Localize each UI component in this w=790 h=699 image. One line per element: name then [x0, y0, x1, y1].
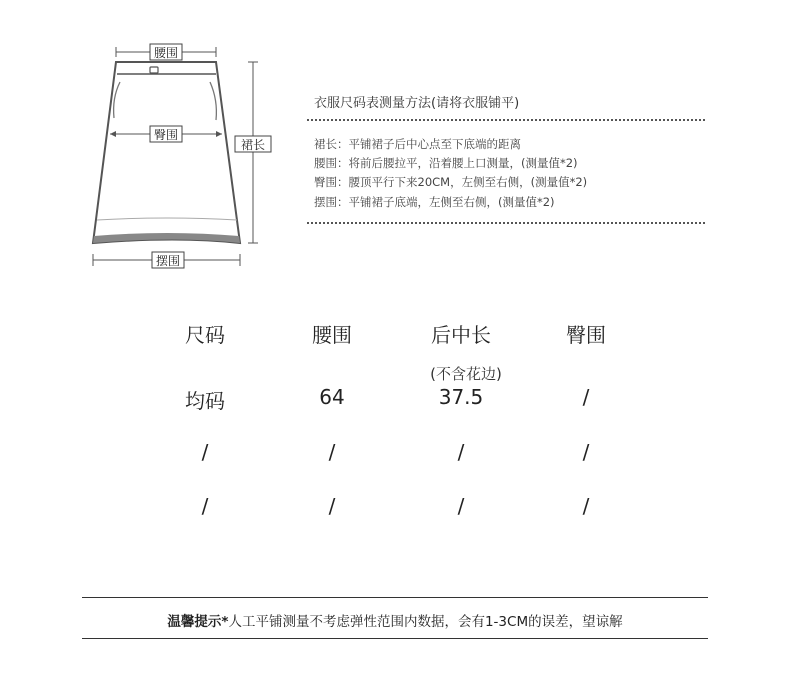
table-cell: / — [201, 440, 209, 464]
hip-label: 臀围 — [153, 128, 179, 142]
table-cell: / — [582, 440, 590, 464]
footer-rule-top — [82, 597, 708, 598]
guide-line-length — [314, 136, 521, 152]
footer-rule-bottom — [82, 638, 708, 639]
guide-line-hip — [314, 174, 587, 190]
guide-title: 衣服尺码表测量方法(请将衣服铺平) — [314, 96, 520, 111]
footer-tip — [82, 610, 708, 630]
guide-line-text: 腰顶平行下来20CM，左侧至右侧，(测量值*2) — [348, 175, 588, 189]
waist-label: 腰围 — [153, 46, 179, 60]
table-cell: 37.5 — [438, 385, 484, 409]
guide-line-label: 臀围： — [314, 175, 349, 189]
guide-line-hem — [314, 194, 555, 210]
guide-line-text: 平铺裙子底端，左侧至右侧，(测量值*2) — [348, 195, 555, 209]
table-header-back-length: 后中长 — [431, 323, 491, 347]
table-cell: / — [582, 494, 590, 518]
table-cell: / — [457, 440, 465, 464]
guide-line-text: 平铺裙子后中心点至下底端的距离 — [348, 137, 521, 151]
skirt-outline — [93, 62, 240, 243]
table-cell: 64 — [319, 385, 345, 409]
guide-line-label: 裙长： — [314, 137, 349, 151]
footer-tip-text: 人工平铺测量不考虑弹性范围内数据，会有1-3CM的误差，望谅解 — [228, 614, 623, 630]
guide-divider-top — [307, 119, 705, 121]
table-cell: / — [582, 385, 590, 409]
table-cell: / — [201, 494, 209, 518]
table-cell: / — [457, 494, 465, 518]
guide-line-label: 摆围： — [314, 195, 349, 209]
table-header-size: 尺码 — [185, 323, 225, 347]
table-cell: 均码 — [185, 389, 225, 413]
guide-divider-bottom — [307, 222, 705, 224]
table-header-waist: 腰围 — [312, 323, 352, 347]
guide-line-label: 腰围： — [314, 156, 349, 170]
table-header-hip: 臀围 — [566, 323, 606, 347]
table-cell: / — [328, 494, 336, 518]
guide-line-text: 将前后腰拉平，沿着腰上口测量，(测量值*2) — [348, 156, 578, 170]
guide-line-waist — [314, 155, 578, 171]
table-cell: / — [328, 440, 336, 464]
table-header-note: (不含花边) — [430, 365, 502, 383]
skirt-measurement-diagram — [88, 38, 278, 270]
button-icon — [150, 67, 158, 73]
hem-label: 摆围 — [155, 254, 181, 268]
footer-tip-label: 温馨提示* — [167, 614, 229, 630]
length-label: 裙长 — [240, 138, 266, 152]
